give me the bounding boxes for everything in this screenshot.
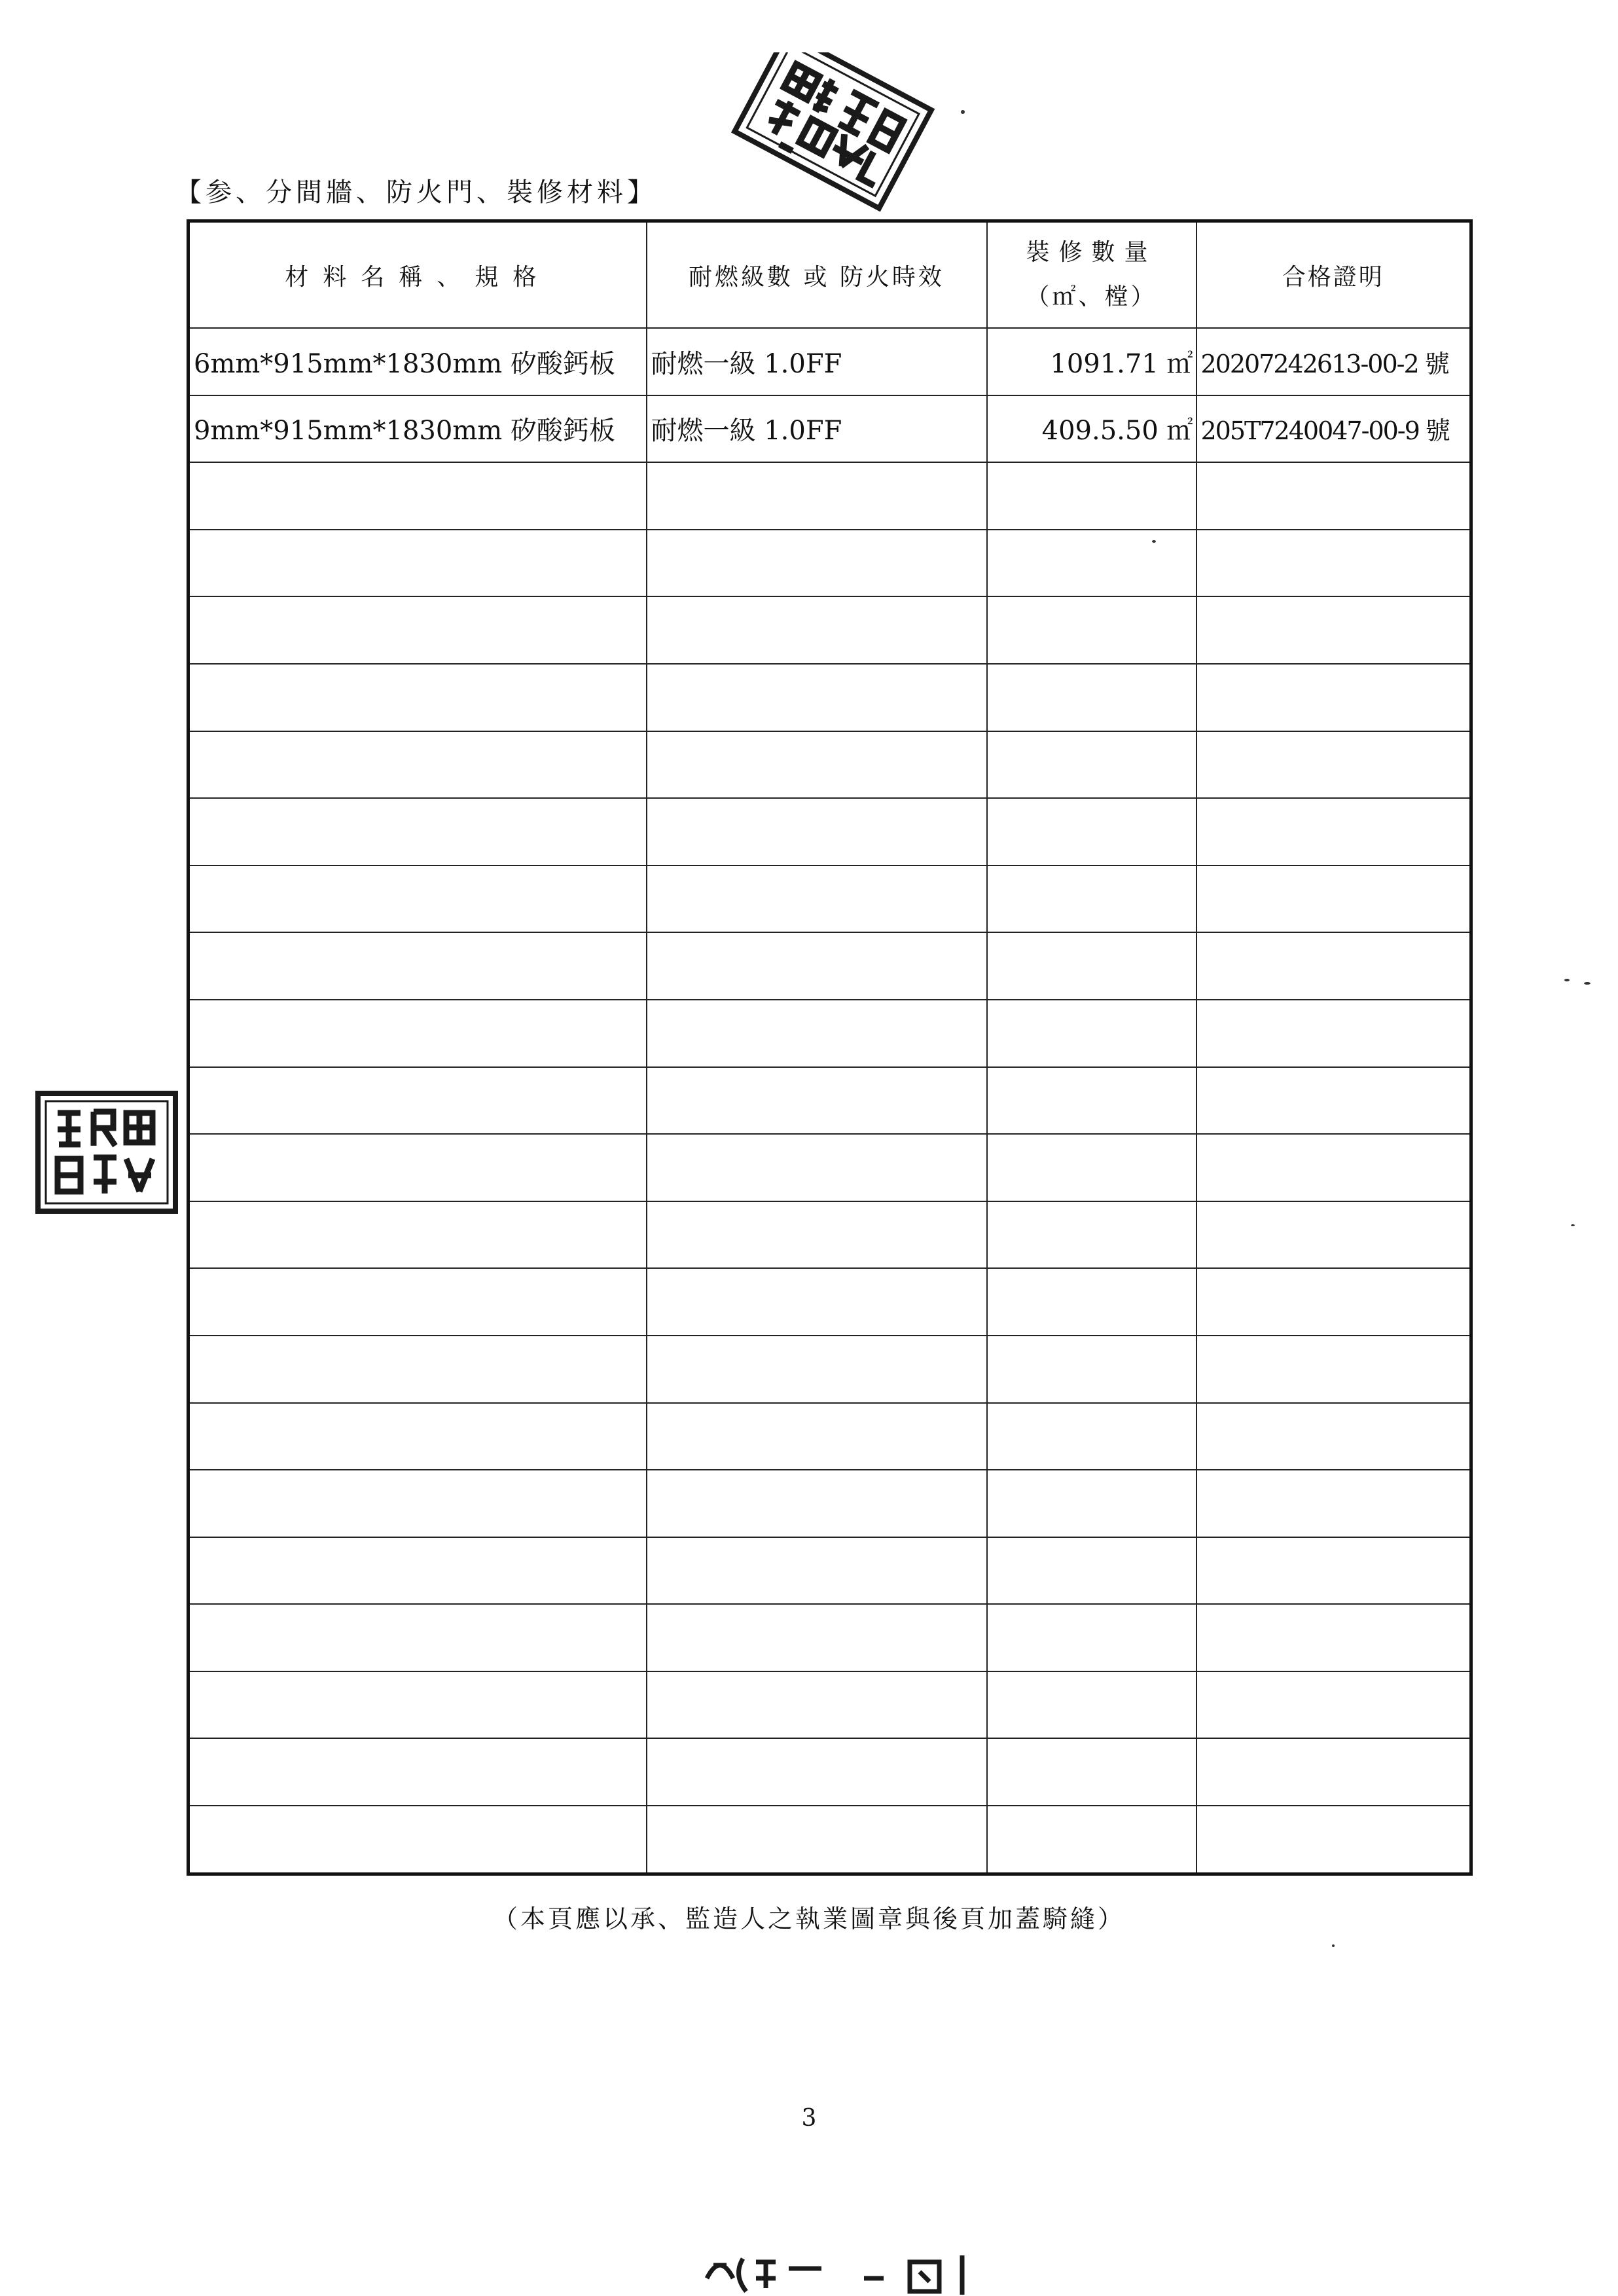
table-row <box>189 1134 1471 1201</box>
cell-fire-rating <box>647 866 987 933</box>
cell-material-name <box>189 1604 647 1671</box>
cell-fire-rating <box>647 1336 987 1403</box>
cell-certificate: 205T7240047-00-9 號 <box>1196 395 1471 463</box>
cell-fire-rating <box>647 530 987 597</box>
cell-fire-rating <box>647 1268 987 1336</box>
cell-quantity <box>987 798 1196 866</box>
cell-material-name <box>189 866 647 933</box>
cell-material-name <box>189 1403 647 1470</box>
table-row <box>189 1806 1471 1874</box>
cell-material-name <box>189 530 647 597</box>
cell-fire-rating: 耐燃一級 1.0FF <box>647 328 987 395</box>
table-row <box>189 664 1471 731</box>
cell-material-name <box>189 1000 647 1067</box>
cell-quantity <box>987 1134 1196 1201</box>
cell-fire-rating <box>647 596 987 664</box>
cell-material-name <box>189 664 647 731</box>
cell-quantity <box>987 731 1196 799</box>
cell-certificate <box>1196 731 1471 799</box>
scan-speck <box>1571 1224 1575 1226</box>
cell-quantity <box>987 932 1196 1000</box>
table-row <box>189 1604 1471 1671</box>
scan-speck <box>961 110 965 114</box>
cell-fire-rating <box>647 664 987 731</box>
table-row <box>189 1738 1471 1806</box>
seal-stamp-icon <box>31 1087 182 1218</box>
cell-fire-rating <box>647 462 987 530</box>
cell-fire-rating <box>647 1537 987 1605</box>
cell-certificate <box>1196 664 1471 731</box>
table-header-row <box>189 221 1471 329</box>
cell-quantity <box>987 1537 1196 1605</box>
cell-quantity <box>987 1201 1196 1269</box>
cell-certificate <box>1196 462 1471 530</box>
cell-quantity <box>987 530 1196 597</box>
table-row <box>189 462 1471 530</box>
table-row <box>189 932 1471 1000</box>
scan-speck <box>1152 540 1156 543</box>
table-row <box>189 798 1471 866</box>
cell-quantity <box>987 866 1196 933</box>
cell-certificate <box>1196 1336 1471 1403</box>
cell-certificate <box>1196 596 1471 664</box>
scan-speck <box>1564 979 1570 981</box>
cell-material-name <box>189 1806 647 1874</box>
cell-material-name <box>189 1336 647 1403</box>
cell-material-name <box>189 1134 647 1201</box>
cell-certificate <box>1196 1806 1471 1874</box>
cell-quantity <box>987 1067 1196 1135</box>
table-row <box>189 1336 1471 1403</box>
cell-fire-rating <box>647 1000 987 1067</box>
cell-quantity <box>987 1470 1196 1537</box>
cell-certificate <box>1196 1000 1471 1067</box>
cell-quantity <box>987 1268 1196 1336</box>
cell-material-name <box>189 731 647 799</box>
cell-fire-rating <box>647 1470 987 1537</box>
cell-fire-rating <box>647 798 987 866</box>
cell-quantity <box>987 1738 1196 1806</box>
cell-material-name <box>189 1268 647 1336</box>
cell-certificate <box>1196 1537 1471 1605</box>
cell-certificate <box>1196 1403 1471 1470</box>
seal-stamp-icon <box>707 52 956 216</box>
cell-material-name <box>189 1537 647 1605</box>
cell-material-name <box>189 1671 647 1739</box>
cell-fire-rating <box>647 932 987 1000</box>
cell-certificate <box>1196 932 1471 1000</box>
cell-material-name <box>189 462 647 530</box>
table-row <box>189 731 1471 799</box>
table-row <box>189 1537 1471 1605</box>
table-row <box>189 328 1471 395</box>
cell-quantity <box>987 1806 1196 1874</box>
header-certificate: 合格證明 <box>1196 221 1471 329</box>
header-material-name: 材料名稱、規格 <box>189 221 647 329</box>
table-row <box>189 1671 1471 1739</box>
cell-quantity <box>987 1604 1196 1671</box>
cell-fire-rating <box>647 1134 987 1201</box>
cell-material-name <box>189 596 647 664</box>
table-row <box>189 596 1471 664</box>
cell-certificate <box>1196 1604 1471 1671</box>
cell-quantity <box>987 1336 1196 1403</box>
cell-certificate <box>1196 530 1471 597</box>
cell-quantity <box>987 596 1196 664</box>
cell-certificate: 20207242613-00-2 號 <box>1196 328 1471 395</box>
cell-material-name <box>189 1201 647 1269</box>
cell-quantity <box>987 1671 1196 1739</box>
cell-fire-rating <box>647 1201 987 1269</box>
cell-certificate <box>1196 1268 1471 1336</box>
table-row <box>189 1268 1471 1336</box>
cell-quantity: 409.5.50 ㎡ <box>987 395 1196 463</box>
cell-certificate <box>1196 1671 1471 1739</box>
cell-certificate <box>1196 798 1471 866</box>
scan-speck <box>1584 982 1591 985</box>
cell-material-name <box>189 932 647 1000</box>
cell-fire-rating <box>647 1806 987 1874</box>
cell-material-name <box>189 798 647 866</box>
header-quantity <box>987 221 1196 329</box>
header-quantity-line2: （㎡、樘） <box>1026 283 1157 310</box>
table-row <box>189 1470 1471 1537</box>
table-row <box>189 1067 1471 1135</box>
cell-certificate <box>1196 1470 1471 1537</box>
cell-quantity <box>987 462 1196 530</box>
cell-quantity <box>987 1000 1196 1067</box>
header-fire-rating: 耐燃級數 或 防火時效 <box>647 221 987 329</box>
cell-fire-rating <box>647 731 987 799</box>
cell-material-name: 9mm*915mm*1830mm 矽酸鈣板 <box>189 395 647 463</box>
cell-fire-rating: 耐燃一級 1.0FF <box>647 395 987 463</box>
cell-quantity: 1091.71 ㎡ <box>987 328 1196 395</box>
scan-speck <box>1332 1944 1335 1947</box>
cell-fire-rating <box>647 1738 987 1806</box>
seal-stamp-icon <box>694 2239 1021 2296</box>
cell-material-name <box>189 1067 647 1135</box>
cell-certificate <box>1196 1738 1471 1806</box>
cell-material-name: 6mm*915mm*1830mm 矽酸鈣板 <box>189 328 647 395</box>
table-row <box>189 1201 1471 1269</box>
header-quantity-line1: 裝修數量 <box>1026 239 1157 266</box>
cell-certificate <box>1196 1134 1471 1201</box>
cell-certificate <box>1196 1201 1471 1269</box>
cell-fire-rating <box>647 1403 987 1470</box>
cell-material-name <box>189 1470 647 1537</box>
section-title: 【参、分間牆、防火門、裝修材料】 <box>175 177 657 208</box>
cell-certificate <box>1196 866 1471 933</box>
table-body <box>189 328 1471 1874</box>
table-row <box>189 1403 1471 1470</box>
cell-fire-rating <box>647 1604 987 1671</box>
table-row <box>189 866 1471 933</box>
cell-fire-rating <box>647 1671 987 1739</box>
cell-quantity <box>987 1403 1196 1470</box>
cell-quantity <box>987 664 1196 731</box>
materials-table <box>187 219 1473 1876</box>
table-row <box>189 530 1471 597</box>
table-row <box>189 1000 1471 1067</box>
table-row <box>189 395 1471 463</box>
footnote: （本頁應以承、監造人之執業圖章與後頁加蓋騎縫） <box>492 1904 1125 1933</box>
page-number: 3 <box>801 2105 817 2132</box>
cell-material-name <box>189 1738 647 1806</box>
cell-certificate <box>1196 1067 1471 1135</box>
cell-fire-rating <box>647 1067 987 1135</box>
